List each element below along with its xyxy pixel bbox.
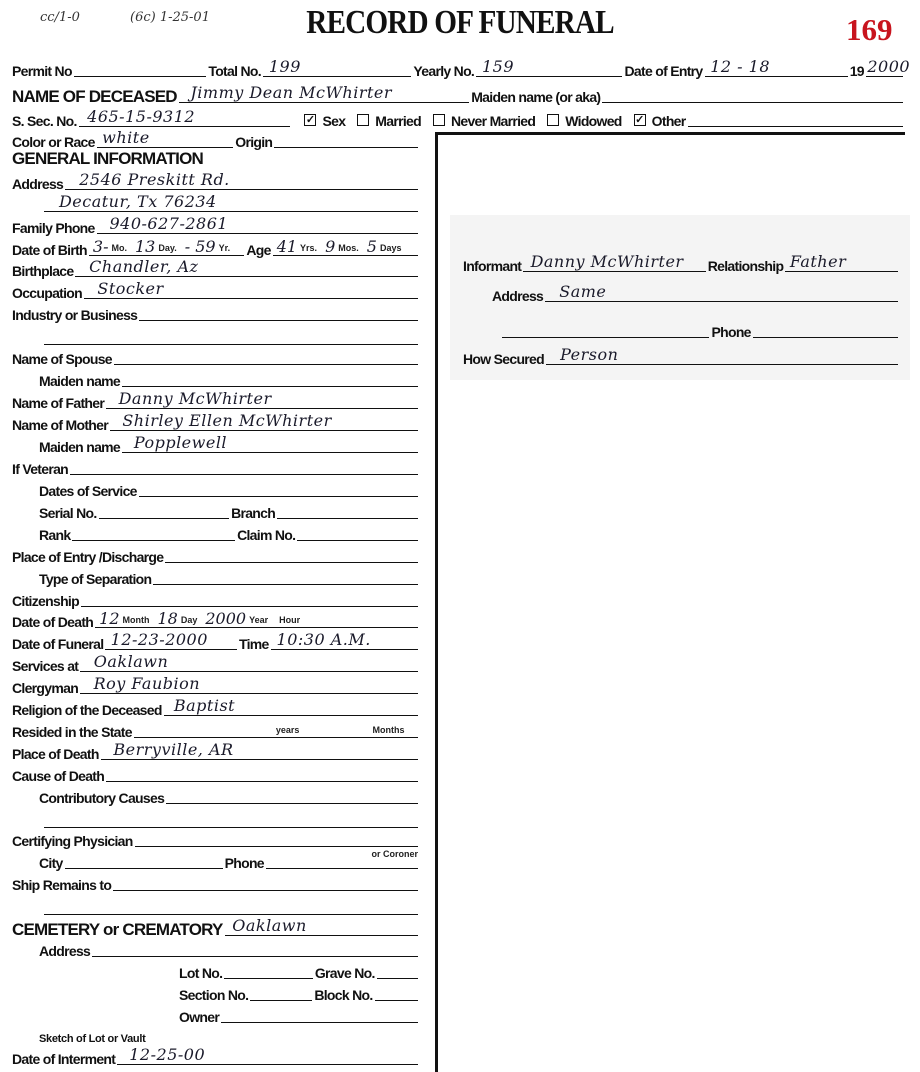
relationship-label: Relationship [707,258,784,274]
checkbox-label: Sex [322,113,346,129]
blank-field[interactable] [502,317,709,338]
form-row [12,212,420,234]
services-at-field[interactable] [80,651,418,672]
yearly-no-value: 159 [481,57,515,76]
ssn-value: 465-15-9312 [87,107,196,126]
form-row [12,825,420,859]
checkbox-label: Other [651,113,686,129]
industry-label: Industry or Business [12,307,138,323]
resided-sublabel: Months [372,725,405,735]
rank-field[interactable] [72,520,235,541]
yearly-no-label: Yearly No. [413,63,475,79]
maiden-name-aka-field[interactable] [602,82,903,103]
phone-label: Phone [224,855,264,871]
color-or-race-label: Color or Race [12,134,95,150]
form-row [39,847,420,869]
date-of-entry-value: 12 - 18 [710,57,771,76]
relationship-field[interactable] [785,251,898,272]
form-row [12,126,420,148]
phone-field[interactable] [266,848,418,869]
form-row [12,914,420,939]
date-of-death-label: Date of Death [12,614,94,630]
father-value: Danny McWhirter [118,389,272,408]
section-heading-general-information: GENERAL INFORMATION [12,149,203,168]
dates-of-service-field[interactable] [139,476,418,497]
address-field[interactable] [545,281,898,302]
spouse-label: Name of Spouse [12,351,112,367]
form-row [500,316,900,338]
date-of-birth-sublabel: Yr. [218,243,231,253]
cause-of-death-field[interactable] [106,761,418,782]
yearly-no-field[interactable] [476,56,622,77]
record-number: 169 [846,12,893,47]
date-of-death-value: 2000 [205,609,247,628]
form-row [463,343,900,365]
page-title: RECORD OF FUNERAL [306,4,614,41]
form-row [12,453,420,475]
date-of-death-sublabel: Hour [279,615,301,625]
date-of-interment-value: 12-25-00 [129,1045,206,1064]
date-of-birth-value: 13 [135,237,156,256]
age-value: 9 [325,237,336,256]
form-row [12,869,420,891]
address-value: 2546 Preskitt Rd. [79,170,230,189]
form-row [12,541,420,563]
date-of-birth-sublabel: Day. [158,243,177,253]
address-field[interactable] [44,191,418,212]
citizenship-label: Citizenship [12,593,79,609]
birthplace-value: Chandler, Az [89,257,199,276]
family-phone-label: Family Phone [12,220,95,236]
type-of-separation-label: Type of Separation [39,571,152,587]
form-row [12,234,420,256]
ssn-label: S. Sec. No. [12,113,77,129]
total-no-field[interactable] [263,56,411,77]
checkbox-married[interactable] [357,114,369,126]
date-of-entry-year-field[interactable] [866,56,911,77]
date-of-funeral-value: 12-23-2000 [110,630,208,649]
branch-field[interactable] [277,498,418,519]
name-of-deceased-value: Jimmy Dean McWhirter [190,83,393,102]
date-of-birth-field[interactable] [89,236,244,256]
mother-value: Shirley Ellen McWhirter [122,411,332,430]
lot-no-label: Lot No. [179,965,223,981]
age-value: 41 [276,237,298,256]
form-row [12,606,420,628]
blank-field[interactable] [44,324,418,345]
spouse-field[interactable] [114,344,418,365]
contributory-causes-field[interactable] [166,783,418,804]
blank-field[interactable] [44,894,418,915]
family-phone-field[interactable] [97,213,418,234]
address-value: Decatur, Tx 76234 [58,192,217,211]
informant-label: Informant [463,258,522,274]
form-row [179,1001,420,1023]
checkbox-label: Married [375,113,421,129]
place-of-death-value: Berryville, AR [113,740,234,759]
form-row [12,277,420,299]
occupation-field[interactable] [84,278,418,299]
form-row [12,738,420,760]
services-at-label: Services at [12,658,79,674]
spouse-maiden-field[interactable] [122,366,418,387]
date-of-entry-label: Date of Entry [624,63,703,79]
form-row [39,519,420,541]
informant-value: Danny McWhirter [530,252,684,271]
age-sublabel: Yrs. [300,243,318,253]
form-row [42,190,420,212]
form-row [12,105,905,127]
place-of-entry-label: Place of Entry /Discharge [12,549,164,565]
contributory-causes-label: Contributory Causes [39,790,165,806]
type-of-separation-field[interactable] [153,564,418,585]
age-sublabel: Mos. [338,243,359,253]
date-of-death-value: 18 [157,609,178,628]
place-of-death-field[interactable] [101,739,418,760]
form-row [39,365,420,387]
date-of-interment-label: Date of Interment [12,1051,116,1067]
origin-field[interactable] [274,127,418,148]
religion-label: Religion of the Deceased [12,702,162,718]
cemetery-field[interactable] [225,915,418,936]
address-label: Address [12,176,64,192]
phone-label: Phone [711,324,751,340]
box-border-left [435,132,438,1072]
clergyman-field[interactable] [80,673,418,694]
ssn-field[interactable] [79,106,291,127]
religion-value: Baptist [173,696,236,715]
form-row [12,299,420,321]
spouse-maiden-label: Maiden name [39,373,120,389]
how-secured-value: Person [560,345,619,364]
owner-field[interactable] [221,1002,418,1023]
dates-of-service-label: Dates of Service [39,483,137,499]
cemetery-address-label: Address [39,943,91,959]
box-border-top [437,132,905,135]
veteran-field[interactable] [70,454,418,475]
checkbox-sex[interactable]: ✓ [305,114,316,126]
handwritten-annotation: (6c) 1-25-01 [130,10,210,25]
color-or-race-value: white [102,128,150,147]
lot-no-field[interactable] [224,958,313,979]
form-row [12,694,420,716]
father-label: Name of Father [12,395,105,411]
form-row [39,475,420,497]
how-secured-label: How Secured [463,351,544,367]
clergyman-value: Roy Faubion [93,674,201,693]
resided-in-state-field[interactable] [134,717,418,738]
date-of-death-value: 12 [99,609,120,628]
cemetery-value: Oaklawn [232,916,307,935]
place-of-entry-field[interactable] [165,542,418,563]
birthplace-label: Birthplace [12,263,74,279]
form-row [12,409,420,431]
form-row [179,979,420,1001]
form-row [12,760,420,782]
form-row [12,628,420,650]
date-of-birth-label: Date of Birth [12,242,87,258]
section-no-label: Section No. [179,987,249,1003]
age-label: Age [246,242,271,258]
maiden-name-aka-label: Maiden name (or aka) [471,89,601,105]
form-row [463,250,900,272]
other-field[interactable] [688,106,903,127]
date-of-birth-value: 3- [92,237,109,256]
citizenship-field[interactable] [81,586,418,607]
time-value: 10:30 A.M. [276,630,371,649]
time-label: Time [239,636,269,652]
form-row [12,387,420,409]
relationship-value: Father [789,252,847,271]
rank-label: Rank [39,527,71,543]
block-no-label: Block No. [314,987,373,1003]
checkbox-never-married[interactable] [433,114,445,126]
section-no-field[interactable] [250,980,312,1001]
serial-no-label: Serial No. [39,505,97,521]
how-secured-field[interactable] [546,344,898,365]
form-row [39,935,420,957]
permit-no-label: Permit No [12,63,72,79]
cause-of-death-label: Cause of Death [12,768,105,784]
phone-field[interactable] [753,317,898,338]
form-row [12,1043,420,1065]
family-phone-value: 940-627-2861 [109,214,229,233]
date-of-interment-field[interactable] [117,1044,418,1065]
mother-maiden-field[interactable] [122,432,418,453]
mother-label: Name of Mother [12,417,108,433]
certifying-physician-field[interactable] [135,826,418,859]
form-row [42,893,420,915]
name-of-deceased-label: NAME OF DECEASED [12,87,177,106]
date-of-death-sublabel: Month [122,615,150,625]
total-no-label: Total No. [208,63,261,79]
form-row [39,782,420,804]
form-row [12,81,905,106]
city-field[interactable] [65,848,223,869]
date-of-entry-year-value: 2000 [867,57,911,76]
industry-field[interactable] [139,300,418,321]
handwritten-annotation: cc/1-0 [40,10,80,25]
grave-no-field[interactable] [377,958,418,979]
total-no-value: 199 [268,57,301,76]
birthplace-field[interactable] [75,256,418,277]
form-row [12,255,420,277]
place-of-death-label: Place of Death [12,746,99,762]
date-of-death-field[interactable] [95,608,418,628]
checkbox-widowed[interactable] [547,114,559,126]
occupation-label: Occupation [12,285,83,301]
checkbox-other[interactable]: ✓ [635,114,645,126]
date-of-birth-sublabel: Mo. [111,243,127,253]
owner-label: Owner [179,1009,220,1025]
block-no-field[interactable] [375,980,418,1001]
age-field[interactable] [273,236,418,256]
date-of-entry-field[interactable] [705,56,848,77]
name-of-deceased-field[interactable] [179,82,469,103]
form-row [39,563,420,585]
form-row [12,168,420,190]
ship-remains-label: Ship Remains to [12,877,112,893]
address-value: Same [559,282,607,301]
father-field[interactable] [106,388,418,409]
grave-no-label: Grave No. [314,965,375,981]
date-of-death-sublabel: Day [180,615,198,625]
occupation-value: Stocker [97,279,164,298]
resided-sublabel: years [275,725,300,735]
serial-no-field[interactable] [99,498,229,519]
branch-label: Branch [231,505,276,521]
form-row [12,55,911,79]
form-row [12,585,420,607]
form-row [12,343,420,365]
form-row [179,957,420,979]
form-row [492,280,900,302]
religion-field[interactable] [164,695,418,716]
time-field[interactable] [271,629,418,650]
informant-field[interactable] [523,251,705,272]
mother-maiden-value: Popplewell [133,433,228,452]
cemetery-label: CEMETERY or CREMATORY [12,920,223,939]
origin-label: Origin [235,134,273,150]
services-at-value: Oaklawn [93,652,169,671]
form-row [12,716,420,738]
cemetery-address-field[interactable] [92,936,418,957]
clergyman-label: Clergyman [12,680,79,696]
age-value: 5 [366,237,377,256]
city-label: City [39,855,63,871]
checkbox-label: Never Married [450,113,536,129]
checkbox-label: Widowed [565,113,622,129]
resided-label: Resided in the State [12,724,132,740]
address-label: Address [492,288,544,304]
certifying-physician-label: Certifying Physician [12,833,133,849]
color-or-race-field[interactable] [97,127,234,148]
veteran-label: If Veteran [12,461,69,477]
form-row [39,497,420,519]
age-sublabel: Days [379,243,402,253]
ship-remains-field[interactable] [113,870,418,891]
form-row [39,431,420,453]
sketch-label: Sketch of Lot or Vault [39,1033,146,1045]
form-row [42,323,420,345]
address-field[interactable] [65,169,418,190]
date-of-death-sublabel: Year [249,615,269,625]
claim-no-field[interactable] [297,520,418,541]
or-coroner-note: or Coroner [371,849,418,859]
date-of-birth-value: - 59 [184,237,216,256]
mother-maiden-label: Maiden name [39,439,120,455]
date-of-funeral-label: Date of Funeral [12,636,104,652]
permit-no-field[interactable] [74,56,207,77]
date-of-entry-year-prefix-label: 19 [849,63,864,79]
form-row [12,672,420,694]
mother-field[interactable] [110,410,418,431]
date-of-funeral-field[interactable] [105,629,237,650]
claim-no-label: Claim No. [237,527,296,543]
form-row [12,650,420,672]
